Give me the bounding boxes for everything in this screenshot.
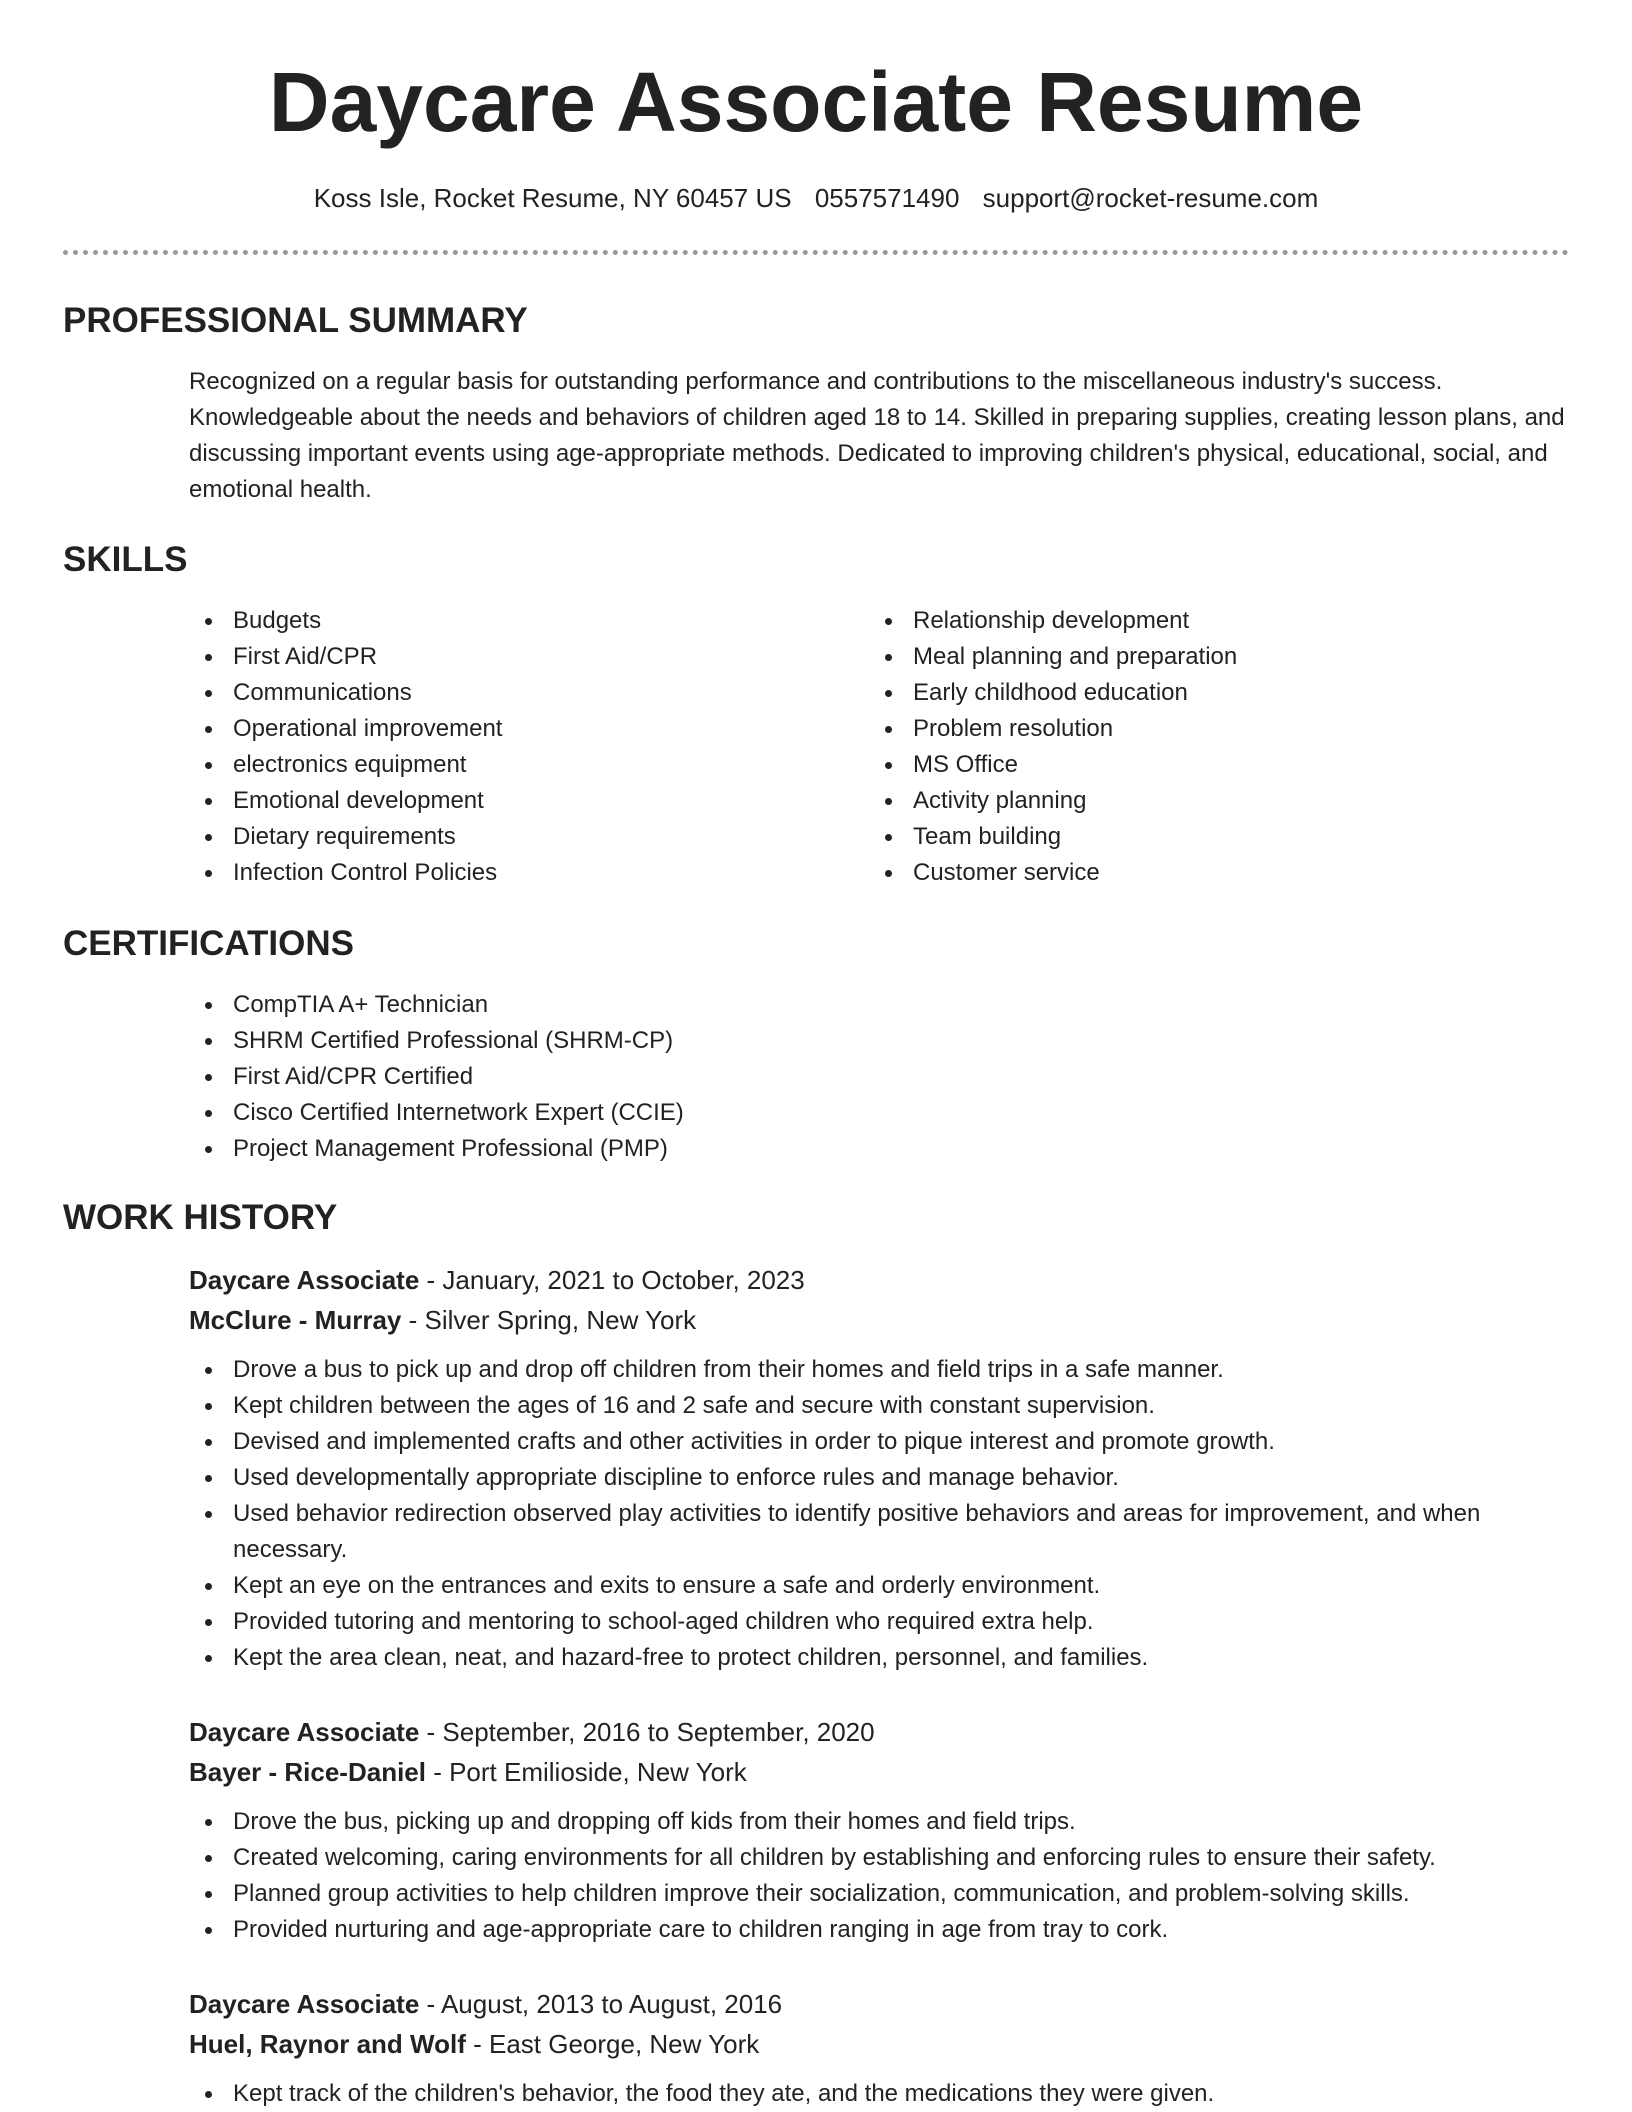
job-bullet: Kept the area clean, neat, and hazard-free to protect children, personnel, and families. xyxy=(189,1640,1569,1676)
contact-email: support@rocket-resume.com xyxy=(982,183,1319,213)
skill-item: Activity planning xyxy=(869,783,1569,819)
contact-address: Koss Isle, Rocket Resume, NY 60457 US xyxy=(313,183,792,213)
job-title: Daycare Associate xyxy=(189,1989,420,2019)
certification-item: First Aid/CPR Certified xyxy=(189,1059,1569,1095)
job-bullets xyxy=(189,1804,1569,1948)
job-dates: - January, 2021 to October, 2023 xyxy=(419,1265,805,1295)
skill-item: MS Office xyxy=(869,747,1569,783)
skill-item: First Aid/CPR xyxy=(189,639,849,675)
certification-item: CompTIA A+ Technician xyxy=(189,987,1569,1023)
skill-item: Problem resolution xyxy=(869,711,1569,747)
job-title: Daycare Associate xyxy=(189,1717,420,1747)
job-entry xyxy=(189,1984,1569,2112)
job-bullet: Kept an eye on the entrances and exits to ensure a safe and orderly environment. xyxy=(189,1568,1569,1604)
certifications-heading: CERTIFICATIONS xyxy=(63,924,355,963)
job-location: - East George, New York xyxy=(465,2029,760,2059)
skill-item: Relationship development xyxy=(869,603,1569,639)
job-bullets xyxy=(189,1352,1569,1676)
work-history-heading: WORK HISTORY xyxy=(63,1198,338,1237)
summary-heading: PROFESSIONAL SUMMARY xyxy=(63,301,528,340)
certification-item: Cisco Certified Internetwork Expert (CCIE) xyxy=(189,1095,1569,1131)
job-bullet: Used developmentally appropriate discipline to enforce rules and manage behavior. xyxy=(189,1460,1569,1496)
skills-list-right xyxy=(869,603,1569,891)
job-bullet: Planned group activities to help children improve their socialization, communication, and problem-solving skills. xyxy=(189,1876,1569,1912)
job-title: Daycare Associate xyxy=(189,1265,420,1295)
skill-item: electronics equipment xyxy=(189,747,849,783)
job-entry xyxy=(189,1712,1569,1948)
skill-item: Customer service xyxy=(869,855,1569,891)
skill-item: Budgets xyxy=(189,603,849,639)
job-company-line xyxy=(189,2024,1569,2064)
certifications-list xyxy=(189,987,1569,1167)
header-divider xyxy=(63,250,1569,255)
skill-item: Communications xyxy=(189,675,849,711)
job-bullet: Provided nurturing and age-appropriate care to children ranging in age from tray to cork. xyxy=(189,1912,1569,1948)
job-entry xyxy=(189,1260,1569,1676)
job-title-line xyxy=(189,1260,1569,1300)
job-bullet: Kept track of the children's behavior, the food they ate, and the medications they were given. xyxy=(189,2076,1569,2112)
skills-heading: SKILLS xyxy=(63,540,188,579)
job-location: - Silver Spring, New York xyxy=(401,1305,697,1335)
job-dates: - September, 2016 to September, 2020 xyxy=(419,1717,875,1747)
skill-item: Dietary requirements xyxy=(189,819,849,855)
job-company: Huel, Raynor and Wolf xyxy=(189,2029,466,2059)
skill-item: Emotional development xyxy=(189,783,849,819)
job-company: Bayer - Rice-Daniel xyxy=(189,1757,426,1787)
job-bullets xyxy=(189,2076,1569,2112)
job-title-line xyxy=(189,1712,1569,1752)
job-company-line xyxy=(189,1752,1569,1792)
skills-list-left xyxy=(189,603,849,891)
skill-item: Meal planning and preparation xyxy=(869,639,1569,675)
skill-item: Early childhood education xyxy=(869,675,1569,711)
job-bullet: Drove the bus, picking up and dropping off kids from their homes and field trips. xyxy=(189,1804,1569,1840)
job-company-line xyxy=(189,1300,1569,1340)
skill-item: Team building xyxy=(869,819,1569,855)
skill-item: Infection Control Policies xyxy=(189,855,849,891)
job-company: McClure - Murray xyxy=(189,1305,402,1335)
job-location: - Port Emilioside, New York xyxy=(425,1757,747,1787)
certification-item: Project Management Professional (PMP) xyxy=(189,1131,1569,1167)
job-bullet: Created welcoming, caring environments for all children by establishing and enforcing rules to ensure their safety. xyxy=(189,1840,1569,1876)
summary-text: Recognized on a regular basis for outstanding performance and contributions to the miscellaneous industry's success. Knowledgeable about the needs and behaviors of children aged 18 to 14. Skilled in preparing supplies, creating lesson plans, and discussing important events using age-appropriate methods. Dedicated to improving children's physical, educational, social, and emotional health. xyxy=(189,368,1565,503)
resume-title: Daycare Associate Resume xyxy=(268,55,1364,149)
job-bullet: Kept children between the ages of 16 and 2 safe and secure with constant supervision. xyxy=(189,1388,1569,1424)
skill-item: Operational improvement xyxy=(189,711,849,747)
contact-line xyxy=(0,180,1632,216)
job-bullet: Drove a bus to pick up and drop off children from their homes and field trips in a safe manner. xyxy=(189,1352,1569,1388)
job-bullet: Used behavior redirection observed play activities to identify positive behaviors and areas for improvement, and when necessary. xyxy=(189,1496,1569,1568)
job-bullet: Devised and implemented crafts and other activities in order to pique interest and promote growth. xyxy=(189,1424,1569,1460)
job-title-line xyxy=(189,1984,1569,2024)
job-bullet: Provided tutoring and mentoring to school-aged children who required extra help. xyxy=(189,1604,1569,1640)
job-dates: - August, 2013 to August, 2016 xyxy=(419,1989,783,2019)
contact-phone: 0557571490 xyxy=(814,183,960,213)
certification-item: SHRM Certified Professional (SHRM-CP) xyxy=(189,1023,1569,1059)
